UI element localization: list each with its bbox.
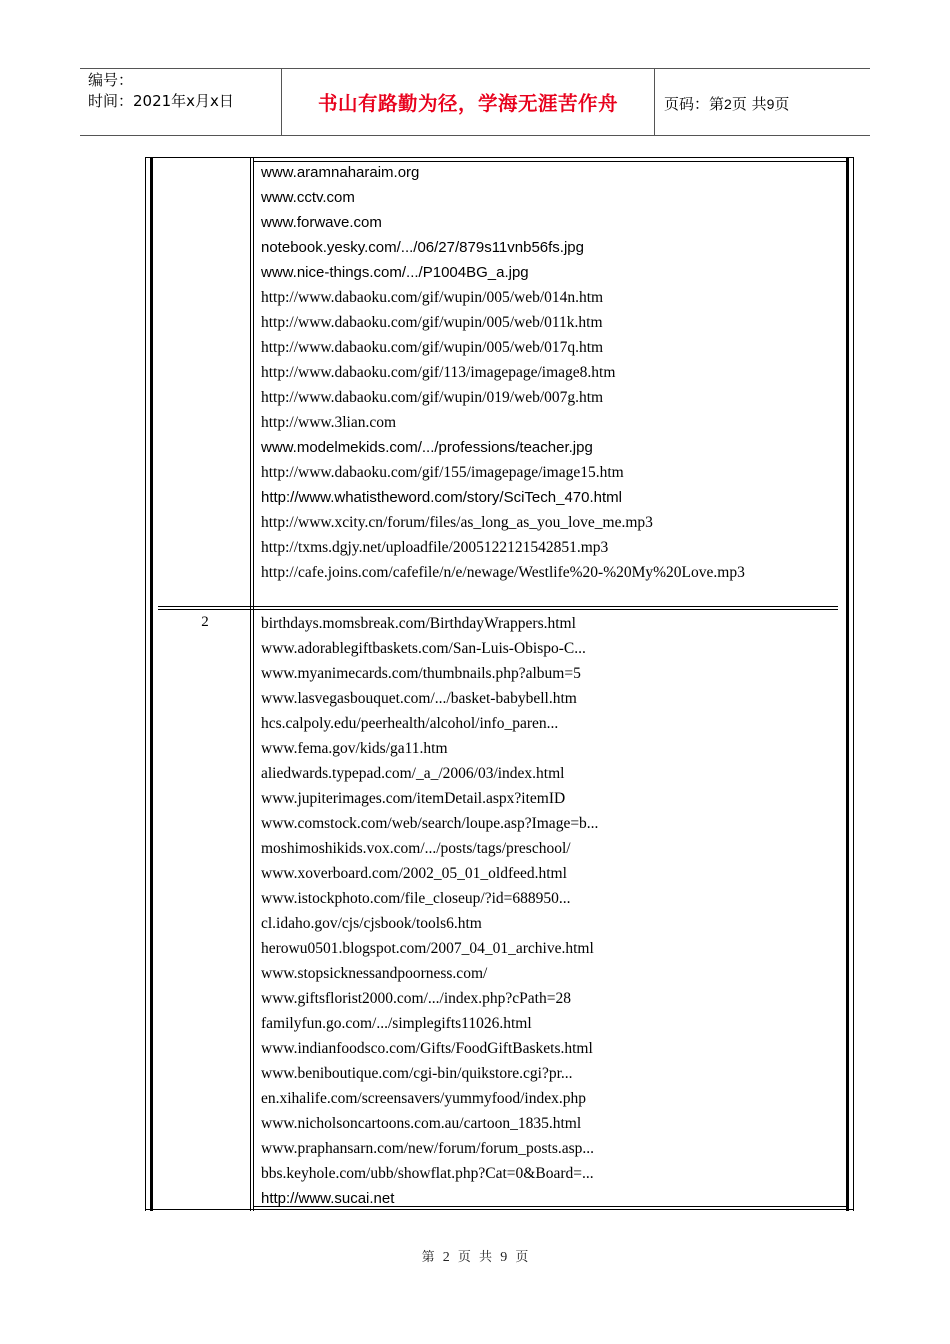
header-top-rule — [80, 68, 870, 69]
header-divider-right — [654, 68, 655, 136]
page-total: 9 — [766, 96, 775, 112]
list-item: www.fema.gov/kids/ga11.htm — [261, 740, 448, 757]
list-item: http://www.sucai.net — [261, 1190, 395, 1207]
list-item: www.jupiterimages.com/itemDetail.aspx?itemID — [261, 790, 566, 807]
table-border-right-outer — [853, 157, 854, 1211]
list-item: www.modelmekids.com/.../professions/teacher.jpg — [261, 439, 593, 456]
list-item: www.istockphoto.com/file_closeup/?id=688950... — [261, 890, 571, 907]
serial-label: 编号： — [88, 71, 134, 89]
header-page-indicator — [664, 93, 789, 114]
table-border-right-inner — [846, 157, 849, 1211]
list-item: http://www.dabaoku.com/gif/wupin/019/web/007g.htm — [261, 389, 604, 406]
list-item: www.giftsflorist2000.com/.../index.php?cPath=28 — [261, 990, 571, 1007]
page-current: 2 — [724, 96, 732, 112]
list-item: cl.idaho.gov/cjs/cjsbook/tools6.htm — [261, 915, 482, 932]
list-item: www.aramnaharaim.org — [261, 164, 420, 181]
list-item: http://txms.dgjy.net/uploadfile/2005122121542851.mp3 — [261, 539, 609, 556]
list-item: moshimoshikids.vox.com/.../posts/tags/preschool/ — [261, 840, 571, 857]
list-item: birthdays.momsbreak.com/BirthdayWrappers.html — [261, 615, 576, 632]
page-footer — [0, 1246, 950, 1266]
time-label: 时间：2021年x月x日 — [88, 92, 234, 110]
list-item: http://www.xcity.cn/forum/files/as_long_as_you_love_me.mp3 — [261, 514, 653, 531]
list-item: www.cctv.com — [261, 189, 355, 206]
footer-total: 9 — [500, 1250, 508, 1265]
list-item: aliedwards.typepad.com/_a_/2006/03/index.html — [261, 765, 565, 782]
list-item: herowu0501.blogspot.com/2007_04_01_archive.html — [261, 940, 594, 957]
table-row-separator-b — [158, 609, 838, 610]
list-item: www.stopsicknessandpoorness.com/ — [261, 965, 488, 982]
table-border-left-inner — [150, 157, 153, 1211]
list-item: http://www.dabaoku.com/gif/wupin/005/web/014n.htm — [261, 289, 604, 306]
list-item: www.comstock.com/web/search/loupe.asp?Image=b... — [261, 815, 599, 832]
list-item: www.nice-things.com/.../P1004BG_a.jpg — [261, 264, 529, 281]
table-row-separator-a — [158, 606, 838, 607]
list-item: http://www.dabaoku.com/gif/wupin/005/web/011k.htm — [261, 314, 603, 331]
list-item: bbs.keyhole.com/ubb/showflat.php?Cat=0&Board=... — [261, 1165, 594, 1182]
page-label-suffix: 页 — [774, 95, 790, 113]
table-column-divider-a — [250, 157, 251, 1211]
row2-link-list — [261, 611, 598, 1211]
table-border-top — [145, 157, 854, 158]
list-item: www.nicholsoncartoons.com.au/cartoon_1835.html — [261, 1115, 582, 1132]
list-item: www.myanimecards.com/thumbnails.php?album=5 — [261, 665, 581, 682]
list-item: www.xoverboard.com/2002_05_01_oldfeed.html — [261, 865, 567, 882]
list-item: www.praphansarn.com/new/forum/forum_posts.asp... — [261, 1140, 595, 1157]
list-item: familyfun.go.com/.../simplegifts11026.html — [261, 1015, 532, 1032]
table-column-divider-b — [253, 157, 254, 1211]
row1-link-list — [261, 160, 745, 585]
footer-mid: 页 共 — [457, 1250, 493, 1265]
footer-current: 2 — [442, 1250, 450, 1265]
list-item: www.lasvegasbouquet.com/.../basket-babybell.htm — [261, 690, 577, 707]
page-label-prefix: 页码：第 — [664, 95, 725, 113]
header-meta — [88, 70, 278, 112]
footer-suffix: 页 — [515, 1250, 529, 1265]
list-item: http://www.whatistheword.com/story/SciTech_470.html — [261, 489, 622, 506]
page-label-mid: 页 共 — [731, 95, 767, 113]
list-item: hcs.calpoly.edu/peerhealth/alcohol/info_paren... — [261, 715, 559, 732]
header-motto: 书山有路勤为径，学海无涯苦作舟 — [317, 92, 618, 115]
footer-prefix: 第 — [421, 1250, 435, 1265]
list-item: www.forwave.com — [261, 214, 382, 231]
list-item: http://www.dabaoku.com/gif/wupin/005/web/017q.htm — [261, 339, 604, 356]
list-item: www.adorablegiftbaskets.com/San-Luis-Obispo-C... — [261, 640, 586, 657]
list-item: notebook.yesky.com/.../06/27/879s11vnb56fs.jpg — [261, 239, 584, 256]
table-border-left-outer — [145, 157, 146, 1211]
list-item: en.xihalife.com/screensavers/yummyfood/index.php — [261, 1090, 586, 1107]
list-item: http://www.dabaoku.com/gif/155/imagepage/image15.htm — [261, 464, 624, 481]
list-item: www.indianfoodsco.com/Gifts/FoodGiftBaskets.html — [261, 1040, 593, 1057]
row2-number: 2 — [201, 614, 209, 630]
list-item: http://www.3lian.com — [261, 414, 397, 431]
list-item: http://cafe.joins.com/cafefile/n/e/newage/Westlife%20-%20My%20Love.mp3 — [261, 564, 745, 581]
header-bottom-rule — [80, 135, 870, 136]
list-item: http://www.dabaoku.com/gif/113/imagepage/image8.htm — [261, 364, 616, 381]
list-item: www.beniboutique.com/cgi-bin/quikstore.cgi?pr... — [261, 1065, 573, 1082]
